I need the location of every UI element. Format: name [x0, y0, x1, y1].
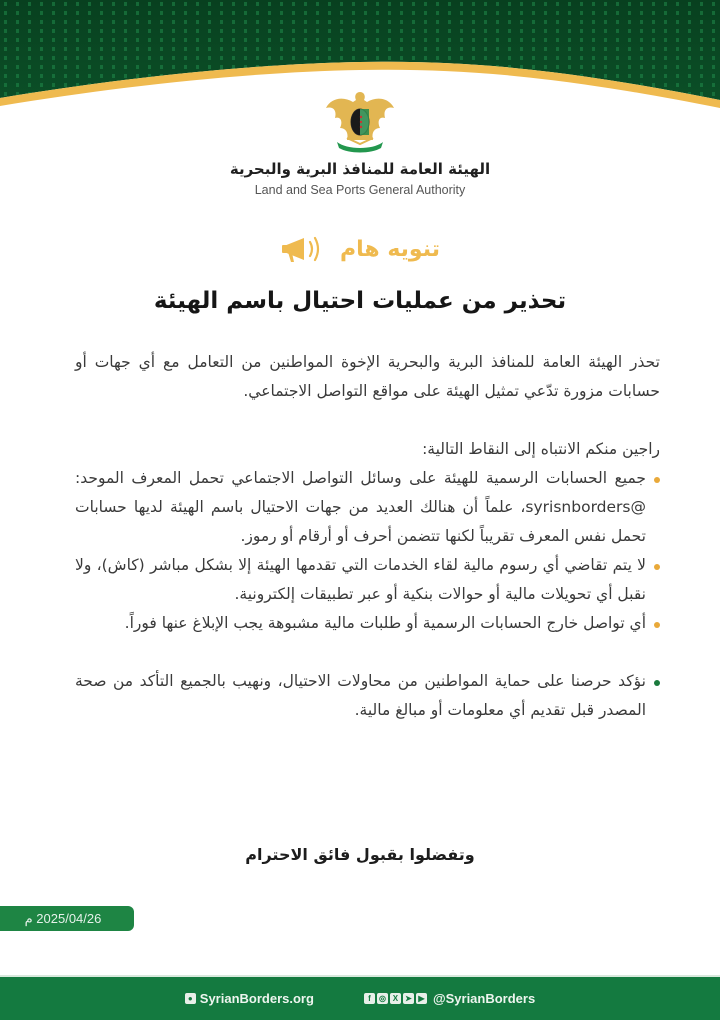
- bullet-dot: [654, 680, 660, 686]
- handle-text: @SyrianBorders: [432, 991, 536, 1006]
- points-list: [75, 464, 660, 725]
- important-notice-heading: [0, 232, 720, 266]
- facebook-icon[interactable]: f: [364, 993, 375, 1004]
- date-badge: [0, 906, 134, 931]
- date-text: 2025/04/26 م: [24, 910, 102, 926]
- notice-label: تنويه هام: [340, 236, 440, 262]
- telegram-icon[interactable]: ➤: [403, 993, 414, 1004]
- list-item: لا يتم تقاضي أي رسوم مالية لقاء الخدمات التي تقدمها الهيئة إلا بشكل مباشر (كاش)، ولا نقبل أي تحويلات مالية أو حوالات بنكية أو عبر تطبيقات إلكترونية.: [75, 551, 660, 609]
- notice-body: [75, 348, 660, 725]
- closing-item: نؤكد حرصنا على حماية المواطنين من محاولات الاحتيال، ونهيب بالجميع التأكد من صحة المصدر قبل تقديم أي معلومات أو مبالغ مالية.: [75, 667, 660, 725]
- youtube-icon[interactable]: ▶: [416, 993, 427, 1004]
- list-item: أي تواصل خارج الحسابات الرسمية أو طلبات مالية مشبوهة يجب الإبلاغ عنها فوراً.: [75, 609, 660, 638]
- social-icons: [364, 993, 427, 1004]
- org-name-arabic: الهيئة العامة للمنافذ البرية والبحرية: [229, 160, 491, 178]
- bullet-dot: [654, 564, 660, 570]
- social-handle[interactable]: [364, 991, 535, 1006]
- x-icon[interactable]: X: [390, 993, 401, 1004]
- footer: [0, 975, 720, 1020]
- globe-icon: ●: [185, 993, 196, 1004]
- bullet-dot: [654, 477, 660, 483]
- signoff: وتفضلوا بقبول فائق الاحترام: [245, 845, 475, 864]
- bullet-dot: [654, 622, 660, 628]
- instagram-icon[interactable]: ◎: [377, 993, 388, 1004]
- website-link[interactable]: [185, 991, 314, 1006]
- page-title: تحذير من عمليات احتيال باسم الهيئة: [153, 288, 567, 314]
- org-name-english: Land and Sea Ports General Authority: [254, 183, 466, 197]
- megaphone-icon: [280, 232, 330, 266]
- points-intro: راجين منكم الانتباه إلى النقاط التالية:: [422, 440, 660, 458]
- website-text: SyrianBorders.org: [199, 991, 314, 1006]
- list-item: جميع الحسابات الرسمية للهيئة على وسائل التواصل الاجتماعي تحمل المعرف الموحد: @syrisnborders، علماً أن هنالك العديد من جهات الاحتيال باسم الهيئة لديها حسابات تحمل نفس المعرف تقريباً لكنها تتضمن أحرف أو أرقام أو رموز.: [75, 464, 660, 551]
- eagle-emblem-logo: [323, 88, 397, 156]
- intro-paragraph: تحذر الهيئة العامة للمنافذ البرية والبحرية الإخوة المواطنين من التعامل مع أي جهات أو حسابات مزورة تدّعي تمثيل الهيئة على مواقع التواصل الاجتماعي.: [75, 353, 660, 400]
